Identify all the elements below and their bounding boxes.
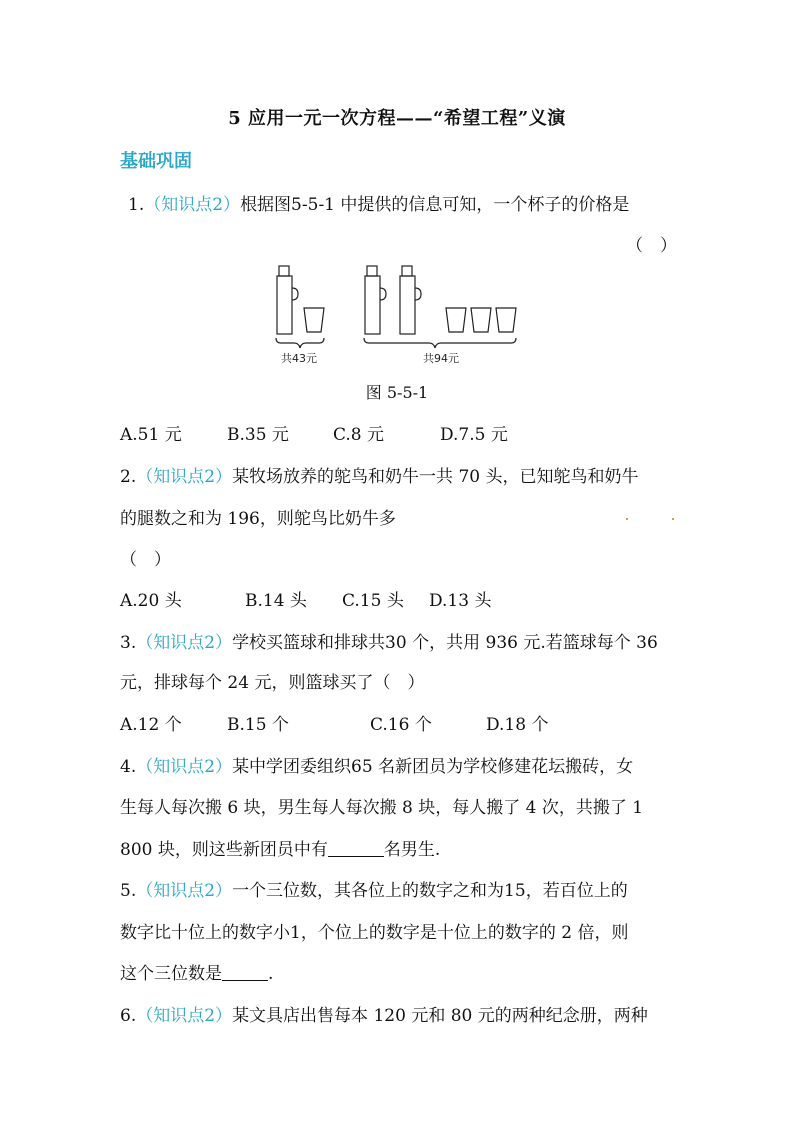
- question-text: 学校买篮球和排球共30 个，共用 936 元.若篮球每个 36: [232, 633, 658, 653]
- question-text: 800 块，则这些新团员中有: [120, 840, 328, 860]
- question-1: [128, 190, 688, 215]
- answer-parentheses: （ ）: [626, 236, 677, 256]
- option-b: B.14 头: [245, 591, 307, 611]
- thermos-icon: [400, 266, 421, 334]
- question-number: 6.: [120, 1006, 137, 1026]
- option-a: A.12 个: [120, 715, 182, 735]
- figure-caption: 图 5-5-1: [365, 383, 429, 402]
- question-3: [120, 628, 680, 653]
- knowledge-tag: （知识点2）: [136, 1006, 233, 1026]
- option-b: B.35 元: [227, 425, 289, 445]
- question-number: 5.: [120, 881, 137, 901]
- question-number: 1.: [128, 195, 145, 215]
- figure-5-5-1: [268, 262, 524, 372]
- fill-in-blank[interactable]: [328, 840, 384, 857]
- question-text: 名男生.: [383, 840, 441, 860]
- cup-icon: [304, 308, 324, 332]
- cup-icon: [446, 308, 466, 332]
- question-2: [120, 462, 680, 487]
- option-c: C.8 元: [333, 425, 385, 445]
- section-heading: 基础巩固: [120, 151, 192, 172]
- question-4-line-3: [120, 835, 680, 860]
- question-5-line-2: 数字比十位上的数字小1，个位上的数字是十位上的数字的 2 倍，则: [120, 923, 629, 943]
- option-a: A.51 元: [120, 425, 182, 445]
- question-2-line-2: 的腿数之和为 196，则鸵鸟比奶牛多: [120, 509, 396, 529]
- page-title: 5 应用一元一次方程——“希望工程”义演: [228, 108, 566, 129]
- question-number: 4.: [120, 757, 137, 777]
- question-text: 某文具店出售每本 120 元和 80 元的两种纪念册，两种: [232, 1006, 648, 1026]
- question-number: 3.: [120, 633, 137, 653]
- scan-dot: [626, 518, 628, 520]
- option-d: D.7.5 元: [440, 425, 508, 445]
- left-price-label: 共43元: [281, 352, 317, 365]
- question-5: [120, 876, 680, 901]
- knowledge-tag: （知识点2）: [144, 195, 241, 215]
- question-text: .: [268, 964, 274, 984]
- question-6: [120, 1001, 680, 1026]
- knowledge-tag: （知识点2）: [136, 467, 233, 487]
- right-brace: [364, 338, 516, 348]
- cup-icon: [471, 308, 491, 332]
- question-3-line-2: 元，排球每个 24 元，则篮球买了（ ）: [120, 673, 425, 693]
- option-c: C.16 个: [370, 715, 432, 735]
- knowledge-tag: （知识点2）: [136, 881, 233, 901]
- option-b: B.15 个: [227, 715, 289, 735]
- knowledge-tag: （知识点2）: [136, 757, 233, 777]
- option-d: D.13 头: [429, 591, 492, 611]
- option-c: C.15 头: [342, 591, 404, 611]
- left-brace: [276, 338, 324, 348]
- knowledge-tag: （知识点2）: [136, 633, 233, 653]
- question-text: 一个三位数，其各位上的数字之和为15，若百位上的: [232, 881, 628, 901]
- thermos-icon: [365, 266, 386, 334]
- question-text: 某牧场放养的鸵鸟和奶牛一共 70 头，已知鸵鸟和奶牛: [232, 467, 639, 487]
- answer-parentheses: （ ）: [120, 550, 171, 570]
- option-d: D.18 个: [486, 715, 549, 735]
- question-5-line-3: [120, 959, 680, 984]
- cup-icon: [496, 308, 516, 332]
- question-text: 这个三位数是: [120, 964, 222, 984]
- right-price-label: 共94元: [423, 352, 459, 365]
- thermos-icon: [277, 266, 298, 334]
- question-4-line-2: 生每人每次搬 6 块，男生每人每次搬 8 块，每人搬了 4 次，共搬了 1: [120, 798, 644, 818]
- scan-dot: [672, 518, 674, 520]
- fill-in-blank[interactable]: [222, 964, 268, 981]
- question-number: 2.: [120, 467, 137, 487]
- question-text: 根据图5-5-1 中提供的信息可知，一个杯子的价格是: [240, 195, 630, 215]
- question-4: [120, 752, 680, 777]
- option-a: A.20 头: [120, 591, 182, 611]
- question-text: 某中学团委组织65 名新团员为学校修建花坛搬砖，女: [232, 757, 634, 777]
